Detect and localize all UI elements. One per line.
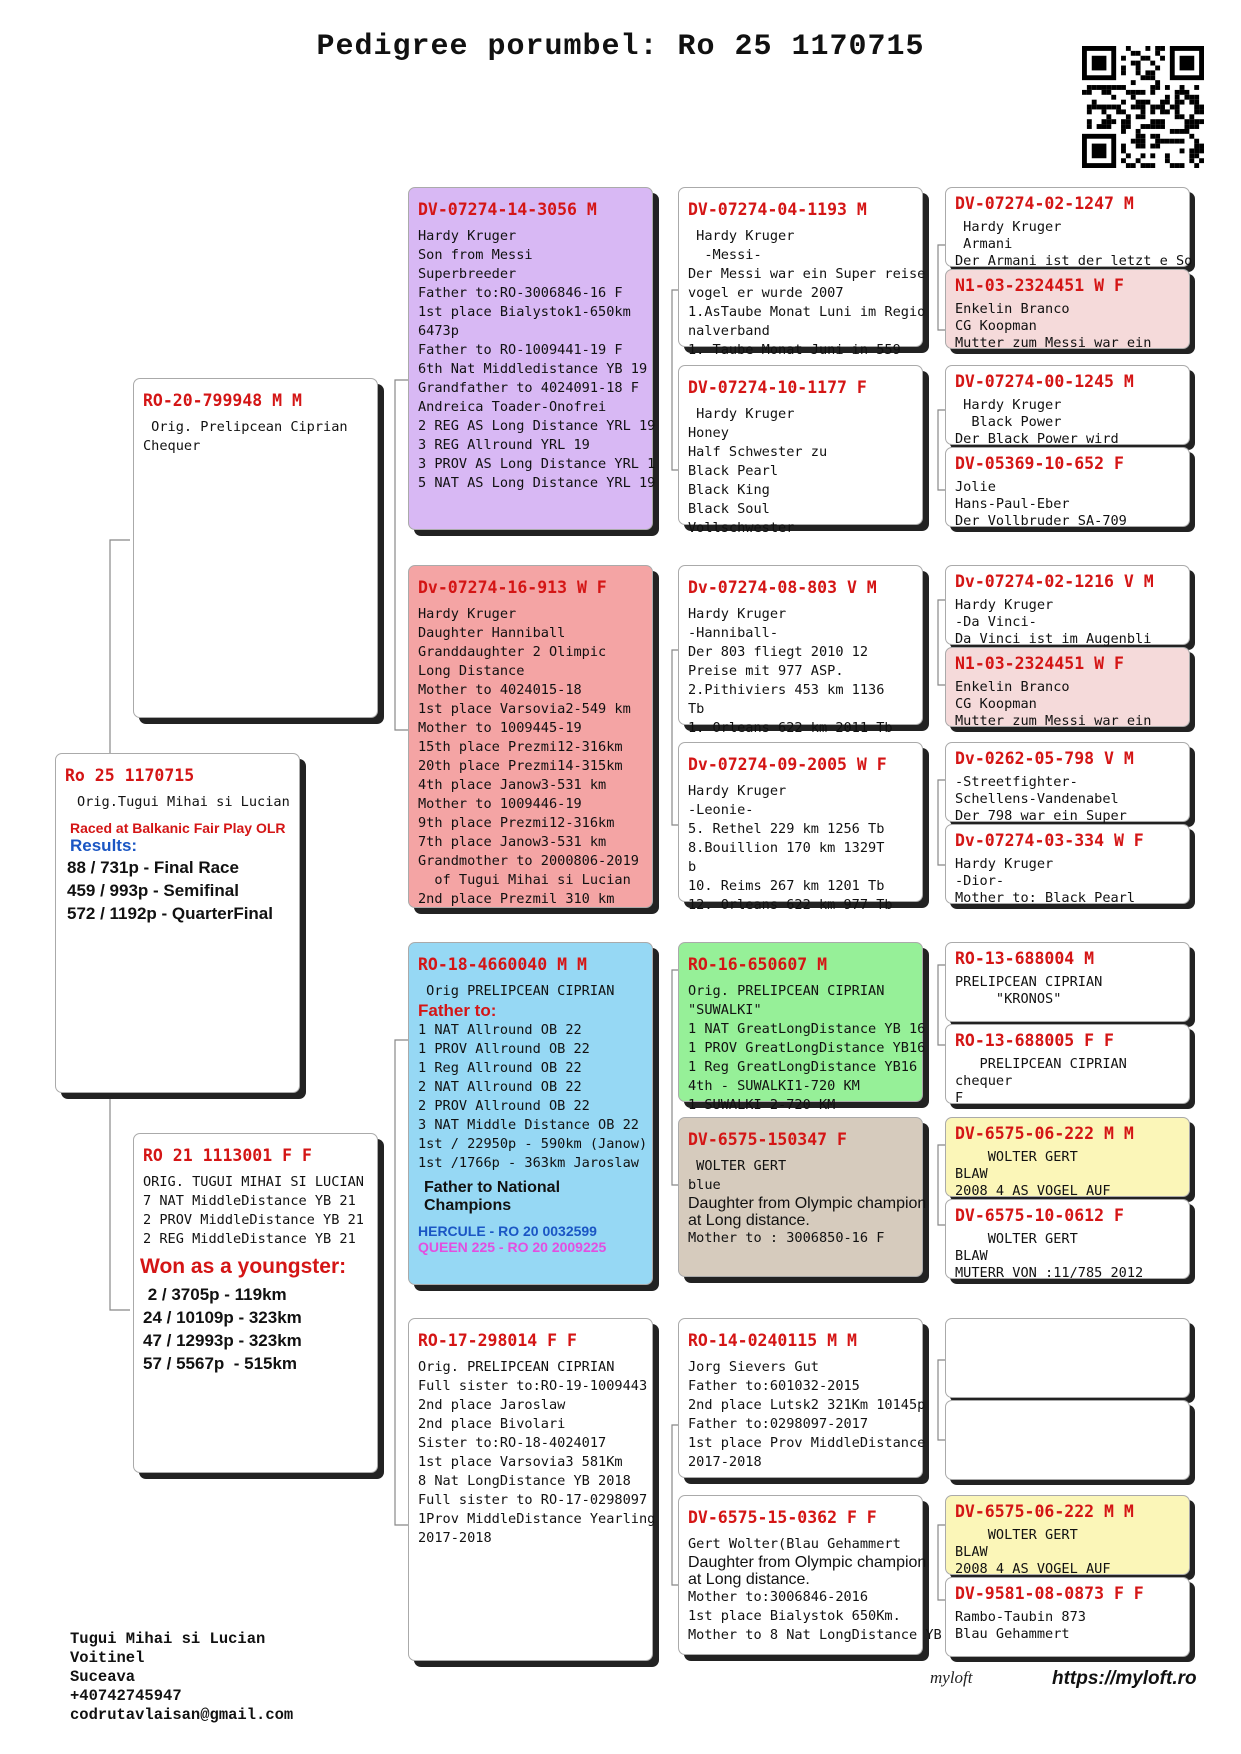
subject-orig: Orig.Tugui Mihai si Lucian bbox=[77, 794, 290, 810]
text-line: 1st place Varsovia2-549 km bbox=[418, 701, 631, 717]
text-line: Full sister to RO-17-0298097 bbox=[418, 1492, 648, 1508]
breeder-contact bbox=[70, 1630, 293, 1725]
text-line: Hardy Kruger bbox=[688, 606, 787, 622]
text-line: Hans-Paul-Eber bbox=[955, 496, 1070, 512]
text-line: Grandfather to 4024091-18 F bbox=[418, 380, 639, 396]
text-line: Black Power bbox=[955, 414, 1062, 430]
text-line: 2017-2018 bbox=[688, 1454, 762, 1470]
myloft-logo: myloft bbox=[930, 1668, 973, 1687]
text-line: Hardy Kruger bbox=[955, 219, 1062, 235]
text-line: 1st / 22950p - 590km (Janow) bbox=[418, 1136, 648, 1152]
gen4-ring: DV-6575-15-0362 F F bbox=[688, 1508, 877, 1527]
text-line: 1 NAT Allround OB 22 bbox=[418, 1022, 582, 1038]
text-line: 1st /1766p - 363km Jaroslaw bbox=[418, 1155, 639, 1171]
text-line: Black Soul bbox=[688, 501, 770, 517]
gen5-card bbox=[945, 742, 1190, 822]
text-line: MUTERR VON :11/785 2012 bbox=[955, 1265, 1144, 1281]
text-line: 2.Pithiviers 453 km 1136 bbox=[688, 682, 885, 698]
text-line: Hardy Kruger bbox=[688, 783, 787, 799]
text-line: Vollschwester bbox=[688, 520, 795, 536]
text-line: -Messi- bbox=[688, 247, 762, 263]
gen5-card bbox=[945, 1024, 1190, 1104]
text-line: Mother to 1009446-19 bbox=[418, 796, 582, 812]
gen5-ring: Dv-07274-02-1216 V M bbox=[955, 572, 1154, 591]
text-line: Mother to 8 Nat LongDistance YB bbox=[688, 1627, 942, 1643]
gen4-ring: DV-07274-04-1193 M bbox=[688, 200, 867, 219]
result-line: 572 / 1192p - QuarterFinal bbox=[67, 904, 273, 923]
text-line: Mutter zum Messi war ein bbox=[955, 335, 1152, 351]
text-line: Granddaughter 2 Olimpic bbox=[418, 644, 607, 660]
sire-sire-ring: DV-07274-14-3056 M bbox=[418, 200, 597, 219]
gen5-ring: N1-03-2324451 W F bbox=[955, 276, 1124, 295]
gen5-card bbox=[945, 1199, 1190, 1279]
gen5-ring: N1-03-2324451 W F bbox=[955, 654, 1124, 673]
text-line: Daughter Hanniball bbox=[418, 625, 566, 641]
text-line: Der Messi war ein Super reise bbox=[688, 266, 926, 282]
gen5-ring: RO-13-688005 F F bbox=[955, 1031, 1114, 1050]
won-line: 57 / 5567p - 515km bbox=[143, 1354, 298, 1373]
text-line: Da Vinci ist im Augenbli bbox=[955, 631, 1152, 647]
text-line: 7th place Janow3-531 km bbox=[418, 834, 607, 850]
dam-sire-card bbox=[408, 942, 653, 1285]
sire-card bbox=[133, 378, 378, 718]
text-line: 1st place Bialystok1-650km bbox=[418, 304, 631, 320]
gen5-ring: DV-07274-00-1245 M bbox=[955, 372, 1134, 391]
text-line: 2008 4 AS VOGEL AUF bbox=[955, 1183, 1111, 1199]
text-line: 1 PROV Allround OB 22 bbox=[418, 1041, 590, 1057]
footer-line: +40742745947 bbox=[70, 1687, 182, 1705]
dam-sire-lines bbox=[418, 1021, 648, 1173]
text-line: Hardy Kruger bbox=[955, 397, 1062, 413]
gen4-ring: DV-6575-150347 F bbox=[688, 1130, 847, 1149]
text-line: -Streetfighter- bbox=[955, 774, 1078, 790]
text-line: 6473p bbox=[418, 323, 459, 339]
text-line: CG Koopman bbox=[955, 318, 1037, 334]
text-line: Son from Messi bbox=[418, 247, 533, 263]
text-line: 7 NAT MiddleDistance YB 21 bbox=[143, 1193, 356, 1209]
won-line: 47 / 12993p - 323km bbox=[143, 1331, 302, 1350]
gen5-card bbox=[945, 647, 1190, 727]
gen5-card bbox=[945, 565, 1190, 645]
text-line: PRELIPCEAN CIPRIAN bbox=[955, 974, 1103, 990]
text-line: Enkelin Branco bbox=[955, 679, 1070, 695]
gen5-ring: DV-9581-08-0873 F F bbox=[955, 1584, 1144, 1603]
text-line: BLAW bbox=[955, 1544, 988, 1560]
text-line: WOLTER GERT bbox=[955, 1527, 1078, 1543]
text-line: 1st place Bialystok 650Km. bbox=[688, 1608, 901, 1624]
text-line: Hardy Kruger bbox=[688, 228, 795, 244]
text-line: 5. Rethel 229 km 1256 Tb bbox=[688, 821, 885, 837]
text-line: Mother to 1009445-19 bbox=[418, 720, 582, 736]
text-line: 4th place Janow3-531 km bbox=[418, 777, 607, 793]
text-line: Grandmother to 2000806-2019 bbox=[418, 853, 639, 869]
results-list bbox=[67, 856, 290, 925]
text-line: Black Pearl bbox=[688, 463, 779, 479]
gen5-ring: DV-6575-10-0612 F bbox=[955, 1206, 1124, 1225]
text-line: 2017-2018 bbox=[418, 1530, 492, 1546]
text-line: 1 Reg GreatLongDistance YB16 bbox=[688, 1059, 918, 1075]
text-line: Hardy Kruger bbox=[418, 228, 517, 244]
website-link[interactable]: https://myloft.ro bbox=[1052, 1668, 1197, 1689]
won-label: Won as a youngster: bbox=[140, 1255, 347, 1278]
sire-dam-lines bbox=[418, 605, 643, 909]
text-line: WOLTER GERT bbox=[955, 1231, 1078, 1247]
text-line: 10. Reims 267 km 1201 Tb bbox=[688, 878, 885, 894]
text-line: 2nd place Bivolari bbox=[418, 1416, 566, 1432]
raced-label: Raced at Balkanic Fair Play OLR bbox=[70, 820, 286, 836]
gen4-ring: Dv-07274-08-803 V M bbox=[688, 578, 877, 597]
text-line: 1. Taube Monat Juni in 559 bbox=[688, 342, 901, 358]
text-line: 6th Nat Middledistance YB 19 bbox=[418, 361, 648, 377]
text-line: 2 REG AS Long Distance YRL 19 bbox=[418, 418, 656, 434]
gen5-card bbox=[945, 1400, 1190, 1480]
footer-line: Voitinel bbox=[70, 1649, 145, 1667]
sire-dam-card bbox=[408, 565, 653, 908]
text-line: Honey bbox=[688, 425, 729, 441]
text-line: BLAW bbox=[955, 1248, 988, 1264]
text-line: 1.AsTaube Monat Luni im Regio bbox=[688, 304, 926, 320]
text-line: 1. Orleans 622 km 2011 Tb bbox=[688, 720, 893, 736]
dam-ring: RO 21 1113001 F F bbox=[143, 1146, 312, 1165]
champions-label: Father to National Champions bbox=[424, 1179, 561, 1214]
text-line: Jorg Sievers Gut bbox=[688, 1359, 819, 1375]
gen5-card bbox=[945, 1318, 1190, 1398]
text-line: 3 PROV AS Long Distance YRL 1 bbox=[418, 456, 656, 472]
gen5-ring: DV-05369-10-652 F bbox=[955, 454, 1124, 473]
subject-ring: Ro 25 1170715 bbox=[65, 766, 195, 785]
text-line: Rambo-Taubin 873 bbox=[955, 1609, 1086, 1625]
text-line: Full sister to:RO-19-1009443 bbox=[418, 1378, 648, 1394]
gen5-card bbox=[945, 1495, 1190, 1575]
text-line: 15th place Prezmi12-316km bbox=[418, 739, 623, 755]
dam-card bbox=[133, 1133, 378, 1473]
text-line: 2008 4 AS VOGEL AUF bbox=[955, 1561, 1111, 1577]
sire-sire-lines bbox=[418, 227, 656, 493]
text-line: 1 PROV GreatLongDistance YB16 bbox=[688, 1040, 926, 1056]
footer-line: Suceava bbox=[70, 1668, 136, 1686]
text-line: Father to:RO-3006846-16 F bbox=[418, 285, 623, 301]
dam-dam-card bbox=[408, 1318, 656, 1661]
subject-card bbox=[55, 753, 300, 1093]
result-line: 88 / 731p - Final Race bbox=[67, 858, 239, 877]
text-line: Mother to 4024015-18 bbox=[418, 682, 582, 698]
text-line: WOLTER GERT bbox=[955, 1149, 1078, 1165]
gen5-ring: DV-6575-06-222 M M bbox=[955, 1124, 1134, 1143]
text-line: 4th - SUWALKI1-720 KM bbox=[688, 1078, 860, 1094]
dam-sire-orig: Orig PRELIPCEAN CIPRIAN bbox=[418, 983, 615, 999]
text-line: Der 798 war ein Super bbox=[955, 808, 1127, 824]
text-line: 1Prov MiddleDistance Yearling bbox=[418, 1511, 656, 1527]
text-line: 2nd place Jaroslaw bbox=[418, 1397, 566, 1413]
dam-dam-lines bbox=[418, 1358, 656, 1548]
text-line: Black King bbox=[688, 482, 770, 498]
gen5-card bbox=[945, 269, 1190, 349]
text-line: Mutter zum Messi war ein bbox=[955, 713, 1152, 729]
text-line: 8.Bouillion 170 km 1329T bbox=[688, 840, 885, 856]
text-line: Orig. PRELIPCEAN CIPRIAN bbox=[418, 1359, 615, 1375]
text-line: Father to:0298097-2017 bbox=[688, 1416, 869, 1432]
gen4-note: Daughter from Olympic champion at Long distance. bbox=[688, 1195, 927, 1229]
text-line: blue bbox=[688, 1177, 721, 1193]
gen4-card bbox=[678, 187, 926, 358]
gen4-card bbox=[678, 365, 923, 536]
gen4-ring: DV-07274-10-1177 F bbox=[688, 378, 867, 397]
text-line: 9th place Prezmi12-316km bbox=[418, 815, 615, 831]
text-line: -Da Vinci- bbox=[955, 614, 1037, 630]
footer-line: codrutavlaisan@gmail.com bbox=[70, 1706, 294, 1724]
text-line: Hardy Kruger bbox=[418, 606, 517, 622]
text-line: Enkelin Branco bbox=[955, 301, 1070, 317]
text-line: Hardy Kruger bbox=[955, 856, 1054, 872]
gen4-card bbox=[678, 1318, 926, 1478]
page-title: Pedigree porumbel: Ro 25 1170715 bbox=[316, 30, 925, 64]
footer-line: Tugui Mihai si Lucian bbox=[70, 1630, 266, 1648]
dam-lines bbox=[143, 1173, 368, 1249]
result-line: 459 / 993p - Semifinal bbox=[67, 881, 239, 900]
text-line: "KRONOS" bbox=[955, 991, 1062, 1007]
text-line: PRELIPCEAN CIPRIAN bbox=[955, 1056, 1127, 1072]
text-line: Hardy Kruger bbox=[955, 597, 1054, 613]
sire-sire-card bbox=[408, 187, 656, 530]
father-to-label: Father to: bbox=[418, 1001, 497, 1020]
text-line: "SUWALKI" bbox=[688, 1002, 762, 1018]
gen5-ring: Dv-0262-05-798 V M bbox=[955, 749, 1134, 768]
text-line: 20th place Prezmi14-315km bbox=[418, 758, 623, 774]
gen5-card bbox=[945, 1117, 1190, 1197]
text-line: Superbreeder bbox=[418, 266, 517, 282]
text-line: chequer bbox=[955, 1073, 1013, 1089]
gen4-ring: RO-14-0240115 M M bbox=[688, 1331, 857, 1350]
gen4-note: Daughter from Olympic champion at Long distance. bbox=[688, 1554, 927, 1588]
text-line: Mother to: Black Pearl bbox=[955, 890, 1136, 906]
text-line: -Leonie- bbox=[688, 802, 754, 818]
text-line: vogel er wurde 2007 bbox=[688, 285, 844, 301]
sire-lines bbox=[143, 418, 368, 456]
text-line: 5 NAT AS Long Distance YRL 19 bbox=[418, 475, 656, 491]
gen5-card bbox=[945, 447, 1190, 527]
text-line: b bbox=[688, 859, 697, 875]
text-line: Hardy Kruger bbox=[688, 406, 795, 422]
text-line: 1 SUWALKI 2-720 KM bbox=[688, 1097, 836, 1113]
gen5-ring: DV-07274-02-1247 M bbox=[955, 194, 1134, 213]
text-line: Tb bbox=[688, 701, 705, 717]
text-line: 1st place Prov MiddleDistance bbox=[688, 1435, 926, 1451]
text-line: 3 NAT Middle Distance OB 22 bbox=[418, 1117, 639, 1133]
gen4-ring: Dv-07274-09-2005 W F bbox=[688, 755, 887, 774]
gen5-card bbox=[945, 942, 1190, 1022]
text-line: 2nd place Lutsk2 321Km 10145p bbox=[688, 1397, 926, 1413]
results-label: Results: bbox=[70, 836, 138, 855]
text-line: Mother to:3006846-2016 bbox=[688, 1589, 869, 1605]
text-line: Schellens-Vandenabel bbox=[955, 791, 1119, 807]
hercule-link: HERCULE - RO 20 0032599 bbox=[418, 1223, 597, 1239]
text-line: -Dior- bbox=[955, 873, 1005, 889]
text-line: Mother to : 3006850-16 F bbox=[688, 1230, 885, 1246]
text-line: Armani bbox=[955, 236, 1013, 252]
gen5-ring: RO-13-688004 M bbox=[955, 949, 1095, 968]
sire-ring: RO-20-799948 M M bbox=[143, 391, 302, 410]
queen-link: QUEEN 225 - RO 20 2009225 bbox=[418, 1239, 607, 1255]
text-line: Preise mit 977 ASP. bbox=[688, 663, 844, 679]
dam-dam-ring: RO-17-298014 F F bbox=[418, 1331, 577, 1350]
sire-dam-ring: Dv-07274-16-913 W F bbox=[418, 578, 607, 597]
text-line: WOLTER GERT bbox=[688, 1158, 787, 1174]
won-list bbox=[143, 1283, 368, 1375]
text-line: BLAW bbox=[955, 1166, 988, 1182]
gen4-card bbox=[678, 1117, 927, 1277]
text-line: 2 PROV Allround OB 22 bbox=[418, 1098, 590, 1114]
dam-sire-ring: RO-18-4660040 M M bbox=[418, 955, 587, 974]
text-line: Sister to:RO-18-4024017 bbox=[418, 1435, 607, 1451]
text-line: CG Koopman bbox=[955, 696, 1037, 712]
text-line: 1st place Varsovia3 581Km bbox=[418, 1454, 623, 1470]
gen5-ring: DV-6575-06-222 M M bbox=[955, 1502, 1134, 1521]
won-line: 2 / 3705p - 119km bbox=[143, 1285, 287, 1304]
text-line: Jolie bbox=[955, 479, 996, 495]
text-line: 1 NAT GreatLongDistance YB 16 bbox=[688, 1021, 926, 1037]
text-line: F bbox=[955, 1090, 964, 1106]
text-line: Der Black Power wird bbox=[955, 431, 1119, 447]
text-line: of Tugui Mihai si Lucian bbox=[418, 872, 631, 888]
text-line: Der Armani ist der letzt e So bbox=[955, 253, 1193, 269]
text-line: 2 PROV MiddleDistance YB 21 bbox=[143, 1212, 364, 1228]
text-line: Blau Gehammert bbox=[955, 1626, 1070, 1642]
text-line: Der Vollbruder SA-709 bbox=[955, 513, 1127, 529]
text-line: ORIG. TUGUI MIHAI SI LUCIAN bbox=[143, 1174, 364, 1190]
text-line: -Hanniball- bbox=[688, 625, 779, 641]
gen4-ring: RO-16-650607 M bbox=[688, 955, 828, 974]
text-line: 8 Nat LongDistance YB 2018 bbox=[418, 1473, 631, 1489]
text-line: 1 Reg Allround OB 22 bbox=[418, 1060, 582, 1076]
text-line: 3 REG Allround YRL 19 bbox=[418, 437, 590, 453]
text-line: nalverband bbox=[688, 323, 770, 339]
text-line: Orig. PRELIPCEAN CIPRIAN bbox=[688, 983, 885, 999]
gen5-card bbox=[945, 824, 1190, 904]
text-line: Chequer bbox=[143, 438, 201, 454]
text-line: 2nd place Prezmil 310 km bbox=[418, 891, 615, 907]
text-line: Gert Wolter(Blau Gehammert bbox=[688, 1536, 901, 1552]
gen5-ring: Dv-07274-03-334 W F bbox=[955, 831, 1144, 850]
gen4-card bbox=[678, 1495, 942, 1655]
text-line: 12. Orleans 622 km 977 Tb bbox=[688, 897, 893, 913]
gen5-card bbox=[945, 187, 1193, 269]
text-line: Half Schwester zu bbox=[688, 444, 828, 460]
text-line: Father to RO-1009441-19 F bbox=[418, 342, 623, 358]
text-line: 2 NAT Allround OB 22 bbox=[418, 1079, 582, 1095]
text-line: 2 REG MiddleDistance YB 21 bbox=[143, 1231, 356, 1247]
gen5-card bbox=[945, 1577, 1190, 1657]
text-line: Der 803 fliegt 2010 12 bbox=[688, 644, 869, 660]
gen4-card bbox=[678, 565, 923, 736]
gen4-card bbox=[678, 742, 923, 913]
won-line: 24 / 10109p - 323km bbox=[143, 1308, 302, 1327]
gen5-card bbox=[945, 365, 1190, 445]
text-line: Andreica Toader-Onofrei bbox=[418, 399, 607, 415]
gen4-card bbox=[678, 942, 926, 1113]
text-line: Long Distance bbox=[418, 663, 525, 679]
text-line: Orig. Prelipcean Ciprian bbox=[143, 419, 348, 435]
text-line: Father to:601032-2015 bbox=[688, 1378, 860, 1394]
